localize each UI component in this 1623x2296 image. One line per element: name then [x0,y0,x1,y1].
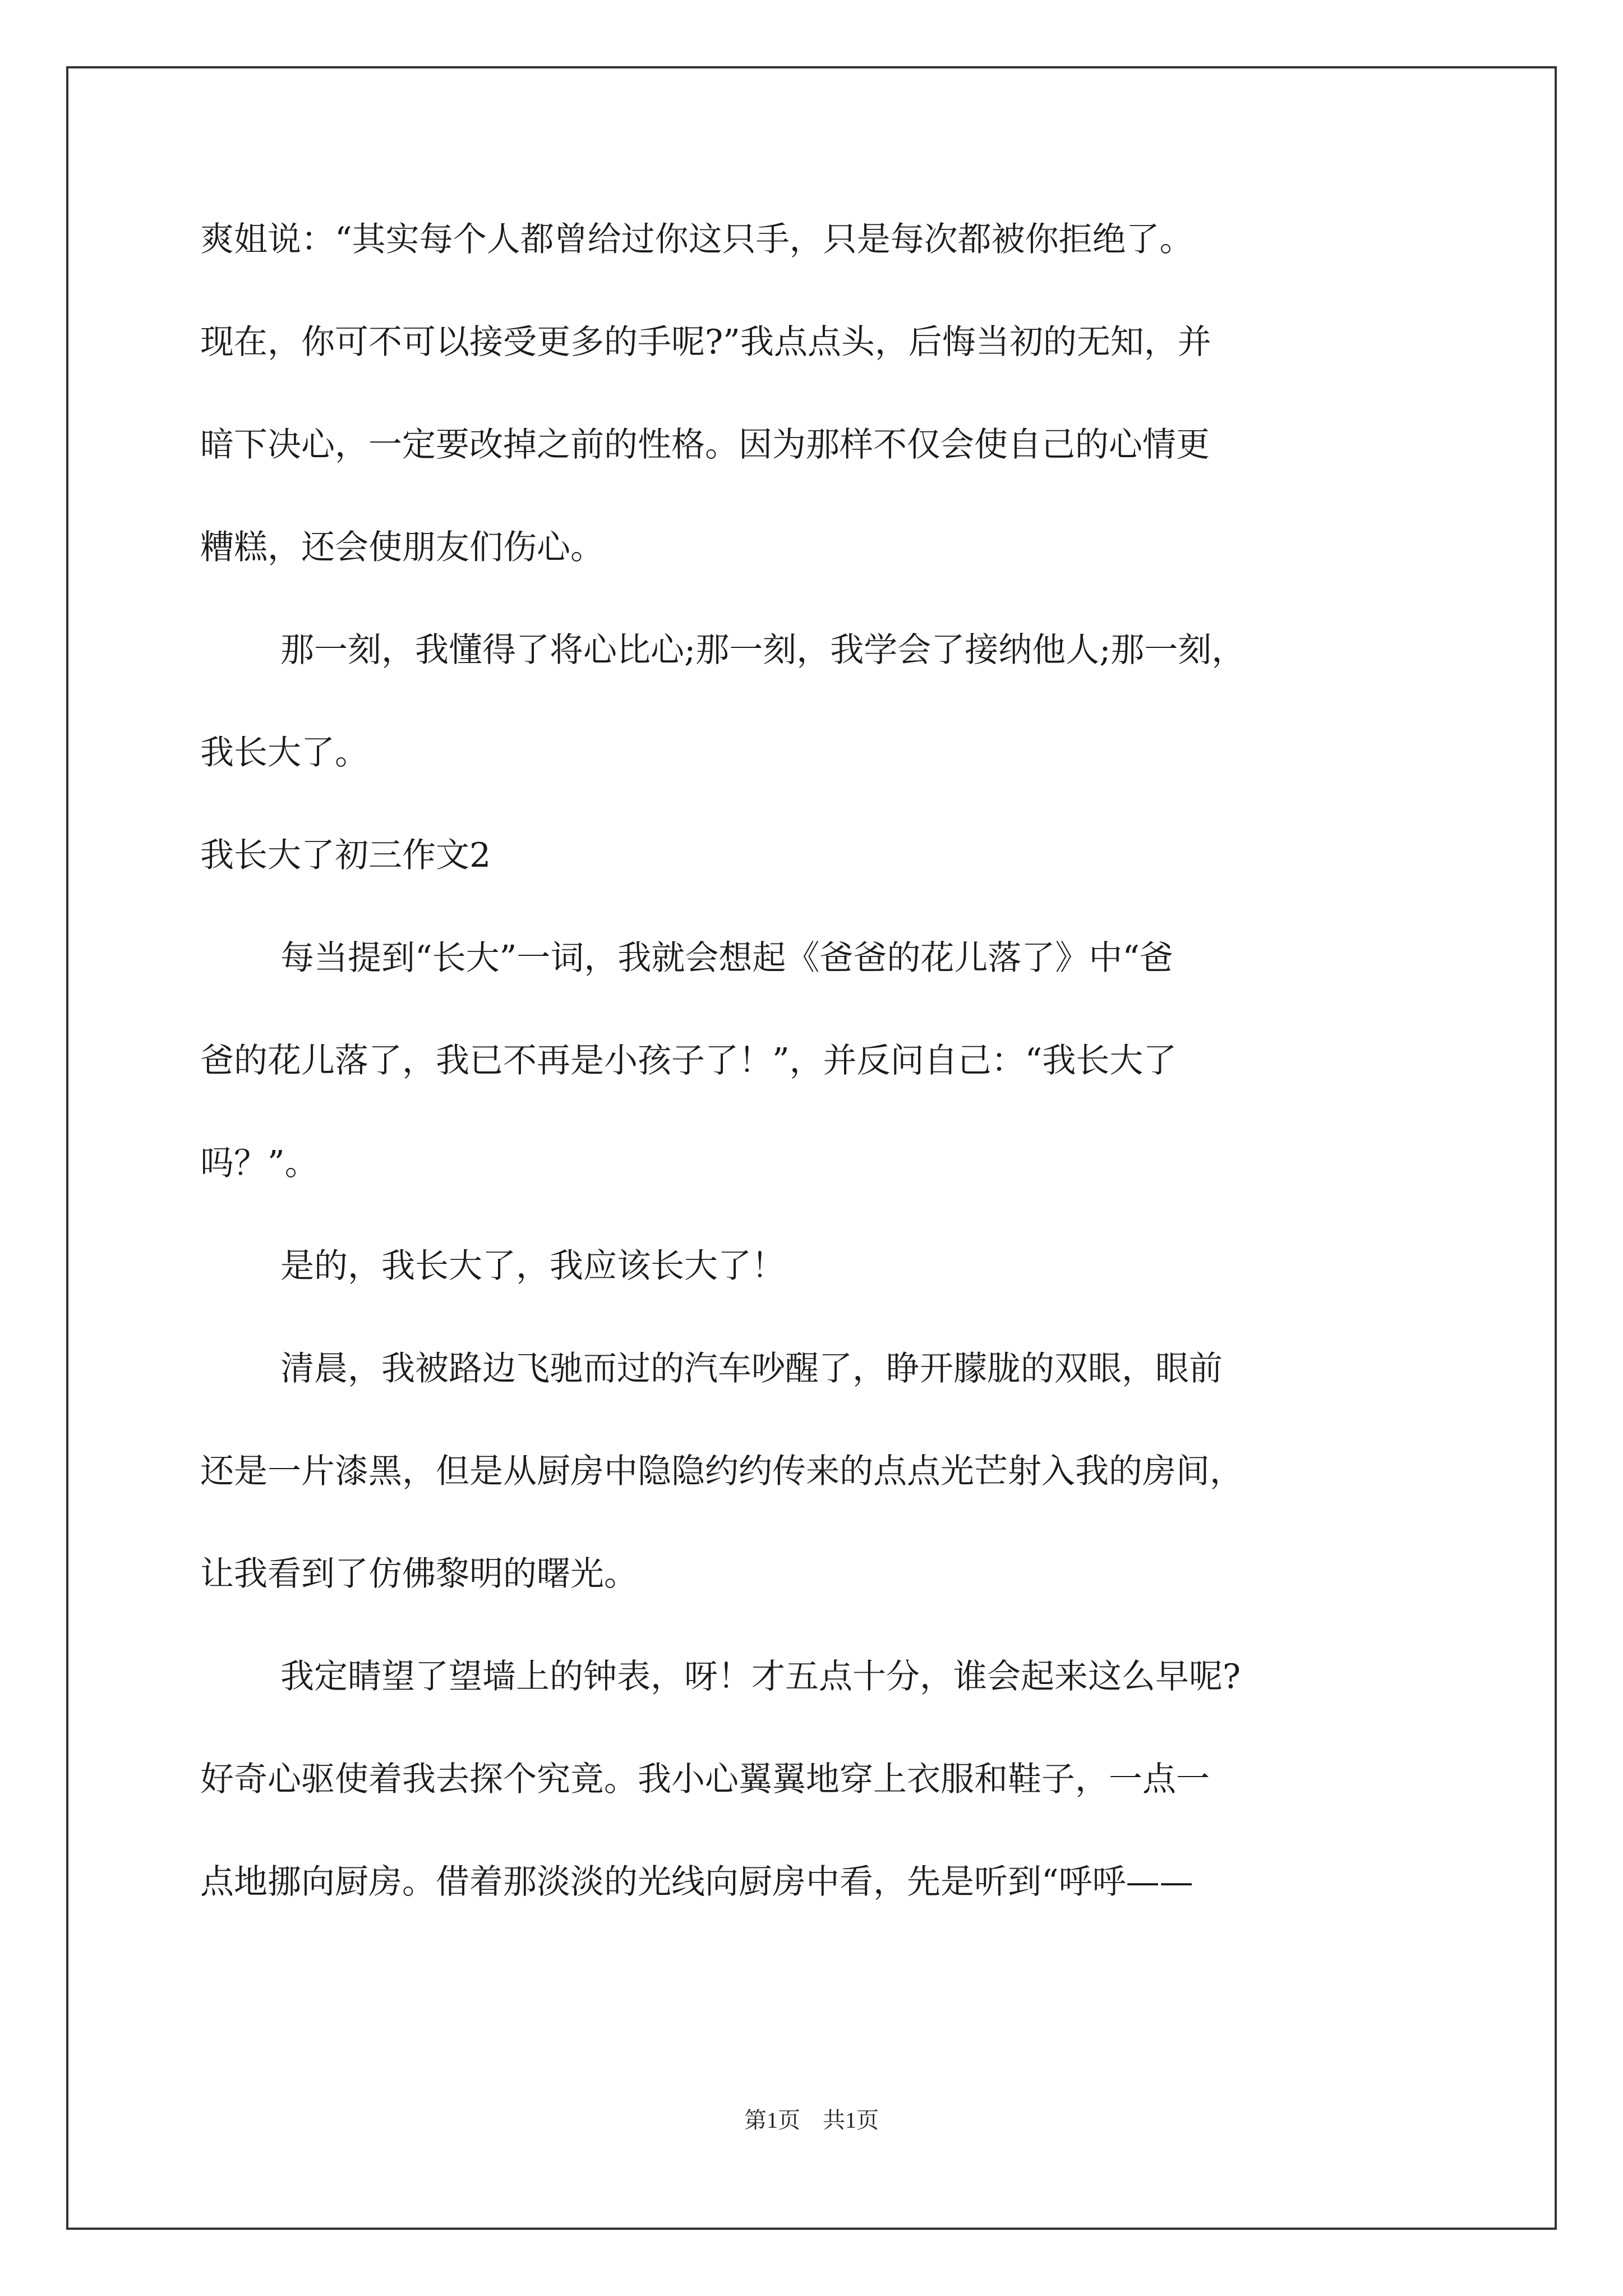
text-line-8: 每当提到“长大”一词，我就会想起《爸爸的花儿落了》中“爸 [280,938,1174,978]
text-line-2: 现在，你可不可以接受更多的手呢?”我点点头，后悔当初的无知，并 [200,323,1211,362]
section-heading: 我长大了初三作文2 [200,836,491,875]
text-line-13: 还是一片漆黑，但是从厨房中隐隐约约传来的点点光芒射入我的房间， [200,1452,1243,1491]
text-line-12: 清晨，我被路边飞驰而过的汽车吵醒了，睁开朦胧的双眼，眼前 [280,1349,1223,1388]
text-line-15: 我定睛望了望墙上的钟表，呀！才五点十分，谁会起来这么早呢? [280,1657,1241,1696]
text-line-5: 那一刻，我懂得了将心比心;那一刻，我学会了接纳他人;那一刻， [280,631,1246,670]
text-line-6: 我长大了。 [200,733,368,772]
text-line-11: 是的，我长大了，我应该长大了！ [280,1246,785,1286]
text-line-17: 点地挪向厨房。借着那淡淡的光线向厨房中看，先是听到“呼呼—— [200,1862,1193,1902]
text-line-14: 让我看到了仿佛黎明的曙光。 [200,1554,638,1594]
text-line-9: 爸的花儿落了，我已不再是小孩子了！”，并反问自己：“我长大了 [200,1041,1177,1080]
text-line-3: 暗下决心，一定要改掉之前的性格。因为那样不仅会使自己的心情更 [200,425,1210,464]
text-line-10: 吗？”。 [200,1144,319,1183]
text-line-1: 爽姐说：“其实每个人都曾给过你这只手，只是每次都被你拒绝了。 [200,220,1193,259]
page-footer: 第1页 共1页 [744,2108,879,2133]
text-line-16: 好奇心驱使着我去探个究竟。我小心翼翼地穿上衣服和鞋子，一点一 [200,1760,1210,1799]
text-line-4: 糟糕，还会使朋友们伤心。 [200,528,604,567]
